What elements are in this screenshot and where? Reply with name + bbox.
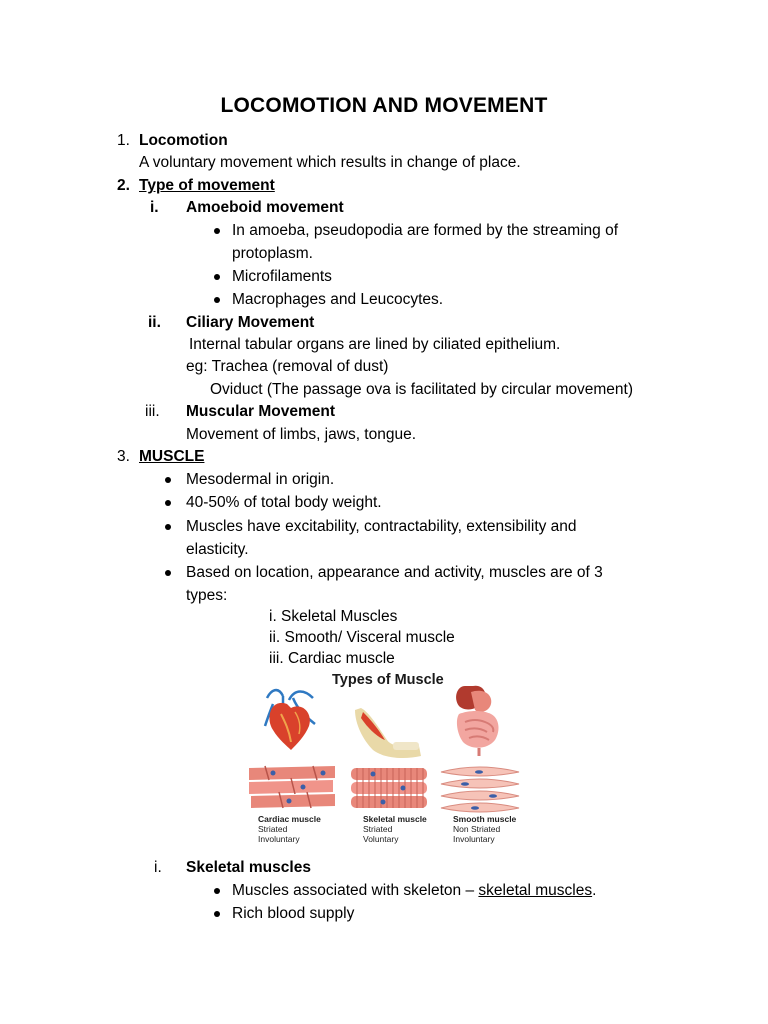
types-of-muscle-figure [243, 668, 525, 846]
page-title: LOCOMOTION AND MOVEMENT [220, 94, 548, 117]
muscle-type-item: ii. Smooth/ Visceral muscle [269, 629, 455, 646]
section-number: 2. [117, 177, 130, 194]
muscular-text: Movement of limbs, jaws, tongue. [186, 426, 417, 443]
skeletal-muscle-tissue [351, 768, 427, 808]
bullet [165, 477, 171, 483]
section-heading-locomotion: Locomotion [139, 132, 228, 149]
ciliary-text: Internal tabular organs are lined by ciliated epithelium. [189, 336, 561, 353]
subsection-number: ii. [148, 314, 161, 331]
bullet-text: protoplasm. [232, 245, 313, 262]
muscle-type-item: i. Skeletal Muscles [269, 608, 398, 625]
bullet [214, 297, 220, 303]
bullet [214, 888, 220, 894]
cardiac-muscle-caption [258, 814, 321, 844]
bullet-text: types: [186, 587, 228, 604]
smooth-muscle-caption [453, 814, 516, 844]
caption-name: Smooth muscle [453, 814, 517, 824]
bullet-text: Macrophages and Leucocytes. [232, 291, 444, 308]
bullet-text: Mesodermal in origin. [186, 471, 335, 488]
muscle-type-item: iii. Cardiac muscle [269, 650, 395, 667]
caption-name: Cardiac muscle [258, 814, 321, 824]
ciliary-example: eg: Trachea (removal of dust) [186, 358, 389, 375]
caption-line: Involuntary [453, 834, 495, 844]
caption-line: Involuntary [258, 834, 300, 844]
bullet-text: Based on location, appearance and activity, muscles are of 3 [186, 564, 603, 581]
section-heading-muscle: MUSCLE [139, 448, 205, 465]
bullet [214, 911, 220, 917]
bullet-text: In amoeba, pseudopodia are formed by the streaming of [232, 222, 619, 239]
caption-name: Skeletal muscle [363, 814, 427, 824]
caption-line: Voluntary [363, 834, 399, 844]
subsection-number: i. [150, 199, 159, 216]
subsection-number: i. [154, 859, 162, 876]
subsection-heading-ciliary: Ciliary Movement [186, 314, 315, 331]
subsection-heading-amoeboid: Amoeboid movement [186, 199, 344, 216]
caption-line: Striated [363, 824, 393, 834]
bullet-text [232, 883, 596, 899]
section-heading-type-of-movement: Type of movement [139, 177, 275, 194]
bullet-text: Microfilaments [232, 268, 332, 285]
bullet [214, 274, 220, 280]
bullet-text: 40-50% of total body weight. [186, 494, 382, 511]
bullet-text: Rich blood supply [232, 905, 355, 922]
smooth-muscle-tissue [441, 767, 519, 812]
bullet [214, 228, 220, 234]
bullet [165, 500, 171, 506]
figure-title: Types of Muscle [332, 672, 444, 688]
bullet-text-pre: Muscles associated with skeleton – [232, 882, 479, 899]
subsection-heading-muscular: Muscular Movement [186, 403, 336, 420]
cardiac-muscle-tissue [249, 766, 335, 808]
section-number: 1. [117, 132, 130, 149]
subsection-heading-skeletal: Skeletal muscles [186, 859, 311, 876]
bullet-text: elasticity. [186, 541, 249, 558]
ciliary-example: Oviduct (The passage ova is facilitated by circular movement) [210, 381, 633, 398]
bullet-text-post: . [592, 882, 597, 899]
section-number: 3. [117, 448, 130, 465]
caption-line: Non Striated [453, 824, 501, 834]
subsection-number: iii. [145, 403, 160, 420]
skeletal-muscles-term: skeletal muscles [478, 882, 593, 899]
skeletal-muscle-caption [363, 814, 427, 844]
bullet [165, 570, 171, 576]
bullet-text: Muscles have excitability, contractability, extensibility and [186, 518, 577, 535]
locomotion-definition: A voluntary movement which results in change of place. [139, 154, 521, 171]
bullet [165, 524, 171, 530]
caption-line: Striated [258, 824, 288, 834]
